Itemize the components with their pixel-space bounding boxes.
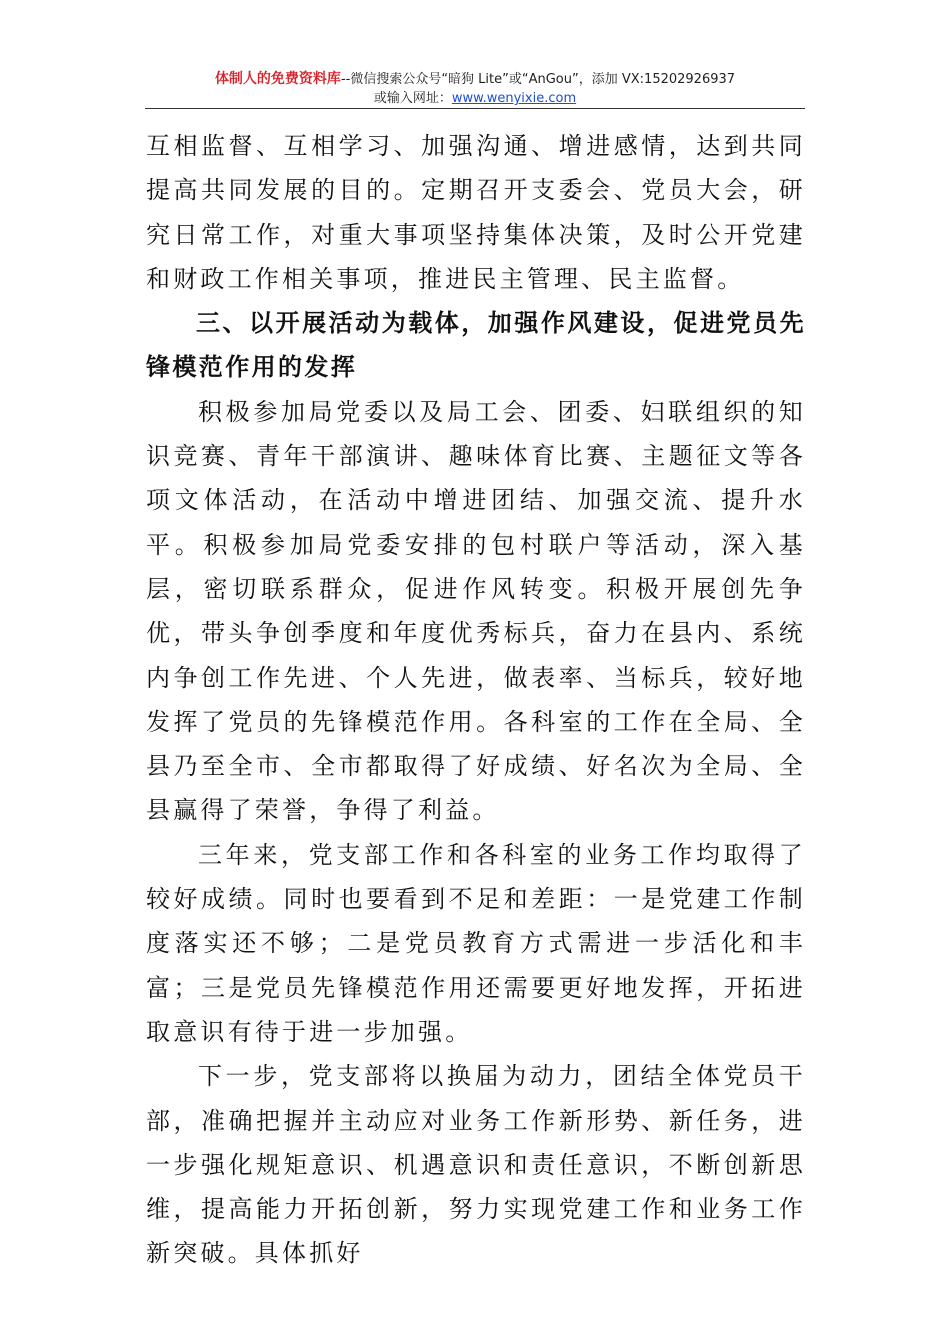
paragraph-continued: 互相监督、互相学习、加强沟通、增进感情，达到共同提高共同发展的目的。定期召开支委会、党员大会，研究日常工作，对重大事项坚持集体决策，及时公开党建和财政工作相关事项，推进民主管理、民主监督。 xyxy=(146,132,806,293)
section-heading: 三、以开展活动为载体，加强作风建设，促进党员先锋模范作用的发挥 xyxy=(146,309,806,382)
header-url-label: 或输入网址： xyxy=(373,91,452,106)
document-body xyxy=(146,124,806,1276)
paragraph: 积极参加局党委以及局工会、团委、妇联组织的知识竞赛、青年干部演讲、趣味体育比赛、主题征文等各项文体活动，在活动中增进团结、加强交流、提升水平。积极参加局党委安排的包村联户等活动，深入基层，密切联系群众，促进作风转变。积极开展创先争优，带头争创季度和年度优秀标兵，奋力在县内、系统内争创工作先进、个人先进，做表率、当标兵，较好地发挥了党员的先锋模范作用。各科室的工作在全局、全县乃至全市、全市都取得了好成绩、好名次为全局、全县赢得了荣誉，争得了利益。 xyxy=(146,397,806,825)
header-divider xyxy=(145,108,805,109)
page-header xyxy=(145,70,805,108)
header-brand: 体制人的免费资料库 xyxy=(214,71,341,87)
header-line-2 xyxy=(145,89,805,108)
paragraph: 三年来，党支部工作和各科室的业务工作均取得了较好成绩。同时也要看到不足和差距：一是党建工作制度落实还不够；二是党员教育方式需进一步活化和丰富；三是党员先锋模范作用还需要更好地发挥，开拓进取意识有待于进一步加强。 xyxy=(146,840,806,1046)
header-url-link[interactable]: www.wenyixie.com xyxy=(451,91,577,106)
paragraph: 下一步，党支部将以换届为动力，团结全体党员干部，准确把握并主动应对业务工作新形势、新任务，进一步强化规矩意识、机遇意识和责任意识，不断创新思维，提高能力开拓创新，努力实现党建工作和业务工作新突破。具体抓好 xyxy=(146,1062,806,1268)
header-line-1 xyxy=(145,70,805,89)
header-info: --微信搜索公众号“暗狗 Lite”或“AnGou”，添加 VX:15202926937 xyxy=(340,72,736,87)
